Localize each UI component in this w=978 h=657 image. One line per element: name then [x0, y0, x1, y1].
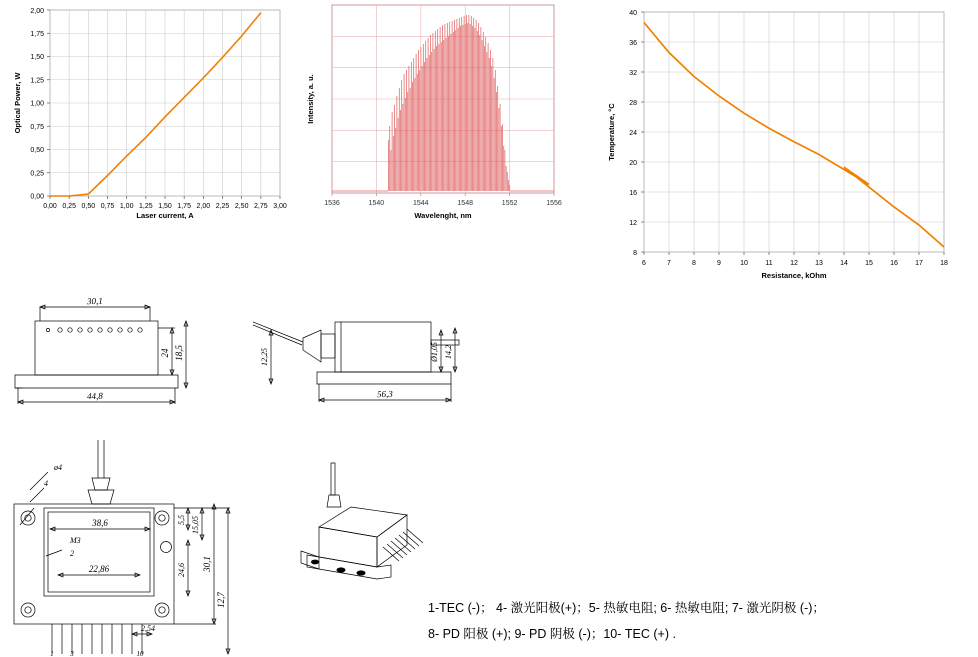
svg-text:8: 8 [692, 260, 696, 267]
svg-text:14,2: 14,2 [444, 345, 453, 359]
svg-text:12: 12 [790, 260, 798, 267]
svg-text:12: 12 [629, 220, 637, 227]
chart3-x-ticks [642, 260, 948, 267]
svg-text:32: 32 [629, 70, 637, 77]
svg-text:1,75: 1,75 [177, 203, 191, 210]
svg-text:1548: 1548 [457, 200, 473, 207]
svg-text:5,5: 5,5 [177, 515, 186, 525]
svg-text:0,00: 0,00 [30, 193, 44, 201]
chart3-ylabel: Temperature, °C [607, 103, 616, 161]
svg-text:1,00: 1,00 [30, 100, 44, 108]
drawing-isometric-view [295, 455, 430, 595]
chart1-plot-area [13, 8, 287, 219]
svg-text:0,00: 0,00 [43, 203, 57, 210]
svg-text:0,50: 0,50 [81, 203, 96, 210]
svg-text:6: 6 [642, 260, 646, 267]
pin-legend [428, 595, 973, 647]
pin-legend-line-1: 1-TEC (-)； 4- 激光阳极(+)；5- 热敏电阻; 6- 热敏电阻; 7- 激光阴极 (-)； [428, 601, 825, 615]
drawing-side-view [245, 300, 490, 420]
svg-text:2,75: 2,75 [254, 203, 268, 210]
svg-text:2,25: 2,25 [215, 203, 230, 210]
svg-text:1552: 1552 [501, 200, 518, 207]
svg-text:28: 28 [629, 100, 637, 107]
svg-text:10: 10 [740, 260, 748, 267]
svg-text:15,05: 15,05 [191, 516, 200, 534]
pin-label-3: 3 [70, 650, 74, 657]
svg-text:1,50: 1,50 [30, 54, 44, 61]
pin-label-10: 10 [136, 650, 144, 657]
svg-text:1,25: 1,25 [139, 203, 153, 210]
svg-text:9: 9 [717, 260, 721, 267]
svg-text:1,00: 1,00 [119, 203, 134, 210]
chart3-plot-area [607, 10, 948, 280]
chart2-ylabel: Intensity, a. u. [306, 74, 315, 124]
svg-text:ø4: ø4 [54, 463, 62, 472]
chart1-x-ticks [43, 203, 287, 210]
drawing-front-view [0, 295, 260, 420]
svg-text:22,86: 22,86 [88, 564, 110, 574]
svg-text:38,6: 38,6 [92, 518, 108, 528]
svg-text:1544: 1544 [413, 200, 429, 207]
svg-text:40: 40 [629, 10, 637, 17]
chart-spectrum [300, 0, 590, 225]
svg-text:M3: M3 [70, 536, 81, 545]
svg-text:1,50: 1,50 [158, 203, 172, 210]
svg-text:2,54: 2,54 [141, 624, 155, 633]
svg-text:3,00: 3,00 [273, 203, 287, 210]
svg-text:12,7: 12,7 [216, 592, 226, 608]
pin-label-1: 1 [50, 650, 54, 657]
svg-text:18,5: 18,5 [174, 345, 184, 361]
chart-thermistor [600, 4, 970, 289]
svg-text:2: 2 [70, 549, 74, 558]
chart2-x-ticks [324, 200, 562, 207]
svg-text:30,1: 30,1 [202, 556, 212, 572]
svg-text:11: 11 [765, 260, 773, 267]
svg-text:0,75: 0,75 [30, 123, 44, 131]
svg-text:36: 36 [629, 40, 637, 47]
svg-text:0,25: 0,25 [62, 203, 76, 210]
svg-text:18: 18 [940, 260, 948, 267]
svg-text:16: 16 [890, 260, 898, 267]
svg-text:8: 8 [633, 250, 637, 257]
drawing-plan-view [0, 430, 290, 657]
svg-text:17: 17 [915, 260, 923, 267]
svg-text:1540: 1540 [368, 200, 385, 207]
svg-text:2,00: 2,00 [30, 8, 44, 15]
svg-text:14: 14 [840, 260, 848, 267]
svg-text:16: 16 [629, 190, 637, 197]
svg-text:2,00: 2,00 [196, 203, 211, 210]
chart-optical-power [8, 4, 298, 219]
chart1-ylabel: Optical Power, W [13, 72, 22, 134]
chart3-y-ticks [629, 10, 637, 257]
svg-text:7: 7 [667, 260, 671, 267]
pin-legend-line-2: 8- PD 阳极 (+); 9- PD 阴极 (-)；10- TEC (+) . [428, 627, 676, 641]
svg-text:13: 13 [815, 260, 823, 267]
svg-text:24: 24 [629, 130, 637, 137]
svg-text:Ø1,05: Ø1,05 [430, 342, 439, 362]
svg-text:2,50: 2,50 [234, 203, 249, 210]
svg-text:20: 20 [629, 160, 637, 167]
svg-text:24,6: 24,6 [177, 563, 186, 577]
svg-text:15: 15 [865, 260, 873, 267]
svg-text:0,50: 0,50 [30, 147, 44, 154]
svg-text:44,8: 44,8 [86, 390, 103, 402]
svg-text:1,75: 1,75 [30, 30, 44, 38]
svg-text:12,25: 12,25 [260, 348, 269, 366]
svg-text:1556: 1556 [546, 200, 562, 207]
svg-text:30,1: 30,1 [86, 295, 103, 307]
svg-text:0,75: 0,75 [100, 203, 115, 210]
svg-text:4: 4 [44, 479, 48, 488]
chart3-xlabel: Resistance, kOhm [761, 271, 827, 280]
svg-text:56,3: 56,3 [376, 388, 393, 400]
chart2-xlabel: Wavelenght, nm [414, 211, 472, 220]
svg-text:0,25: 0,25 [30, 170, 44, 178]
svg-text:24: 24 [160, 348, 170, 358]
chart2-plot-area [306, 5, 562, 220]
svg-text:1536: 1536 [324, 200, 340, 207]
chart1-xlabel: Laser current, A [136, 211, 194, 219]
svg-text:1,25: 1,25 [30, 77, 44, 85]
chart1-y-ticks [30, 8, 44, 201]
